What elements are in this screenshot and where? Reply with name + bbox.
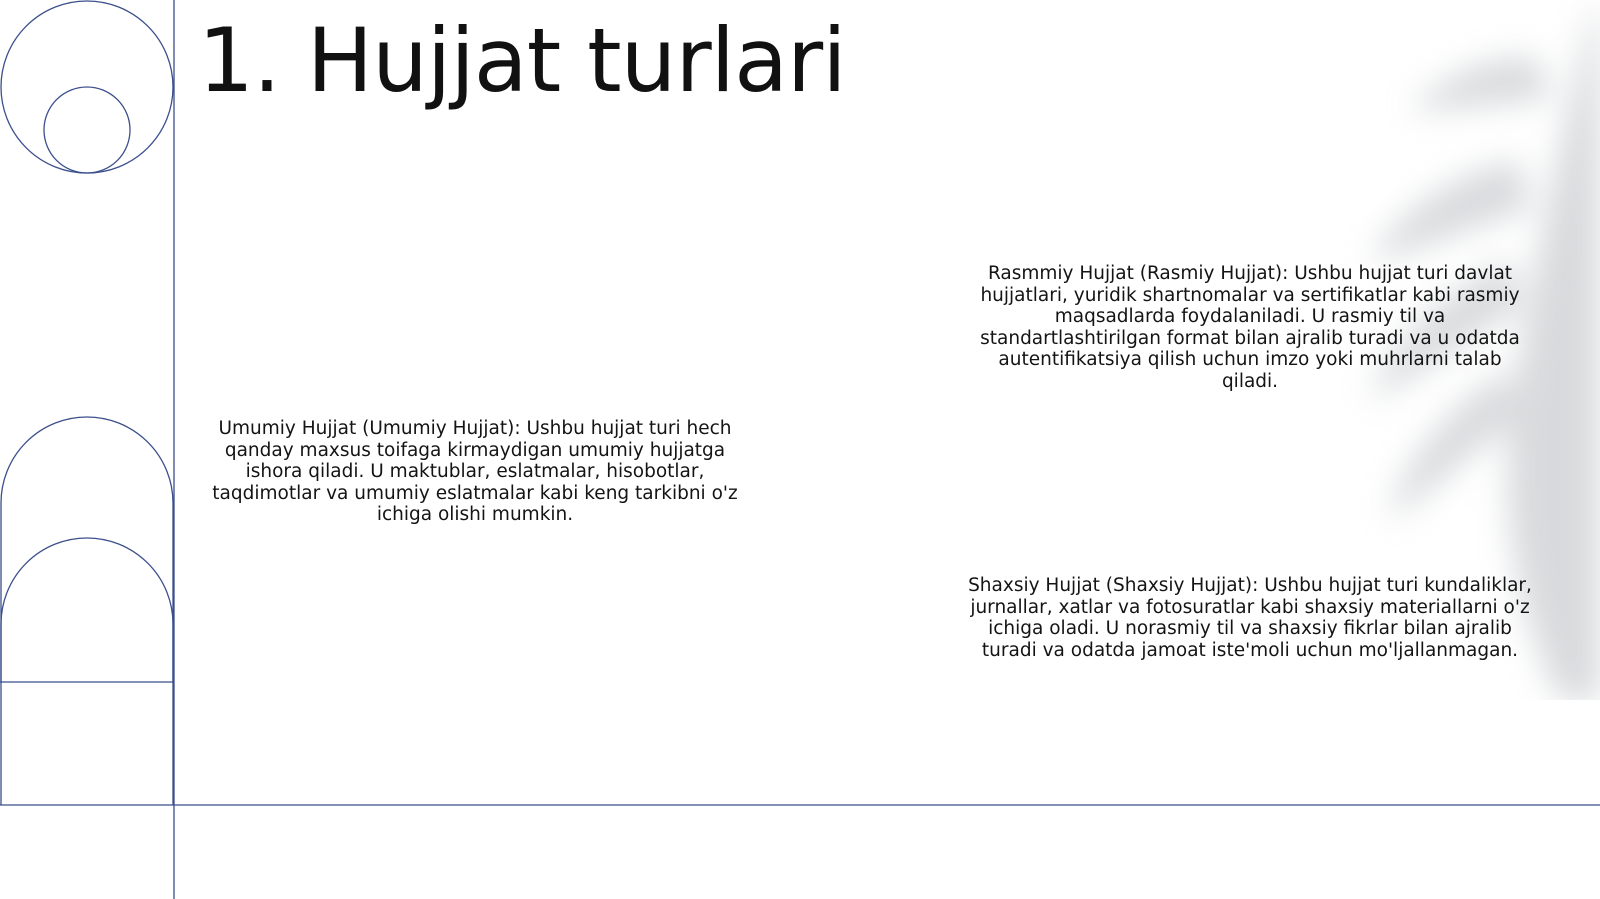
personal-document-text: Shaxsiy Hujjat (Shaxsiy Hujjat): Ushbu hujjat turi kundaliklar, jurnallar, xatlar va fotosuratlar kabi shaxsiy materiallarni o'z ichiga oladi. U norasmiy til va shaxsiy fikrlar bilan ajralib turadi va odatda jamoat iste'moli uchun mo'ljallanmagan. <box>968 575 1532 661</box>
general-document-text: Umumiy Hujjat (Umumiy Hujjat): Ushbu hujjat turi hech qanday maxsus toifaga kirmaydigan umumiy hujjatga ishora qiladi. U maktublar, eslatmalar, hisobotlar, taqdimotlar va umumiy eslatmalar kabi keng tarkibni o'z ichiga olishi mumkin. <box>212 418 738 525</box>
page-title: 1. Hujjat turlari <box>198 9 846 112</box>
small-circle-icon <box>44 87 130 173</box>
official-document-text: Rasmmiy Hujjat (Rasmiy Hujjat): Ushbu hujjat turi davlat hujjatlari, yuridik shartnomalar va sertifikatlar kabi rasmiy maqsadlarda foydalaniladi. U rasmiy til va standartlashtirilgan format bilan ajralib turadi va u odatda autentifikatsiya qilish uchun imzo yoki muhrlarni talab qiladi. <box>980 263 1520 392</box>
upper-arch-icon <box>1 417 173 682</box>
lower-arch-icon <box>1 538 173 805</box>
